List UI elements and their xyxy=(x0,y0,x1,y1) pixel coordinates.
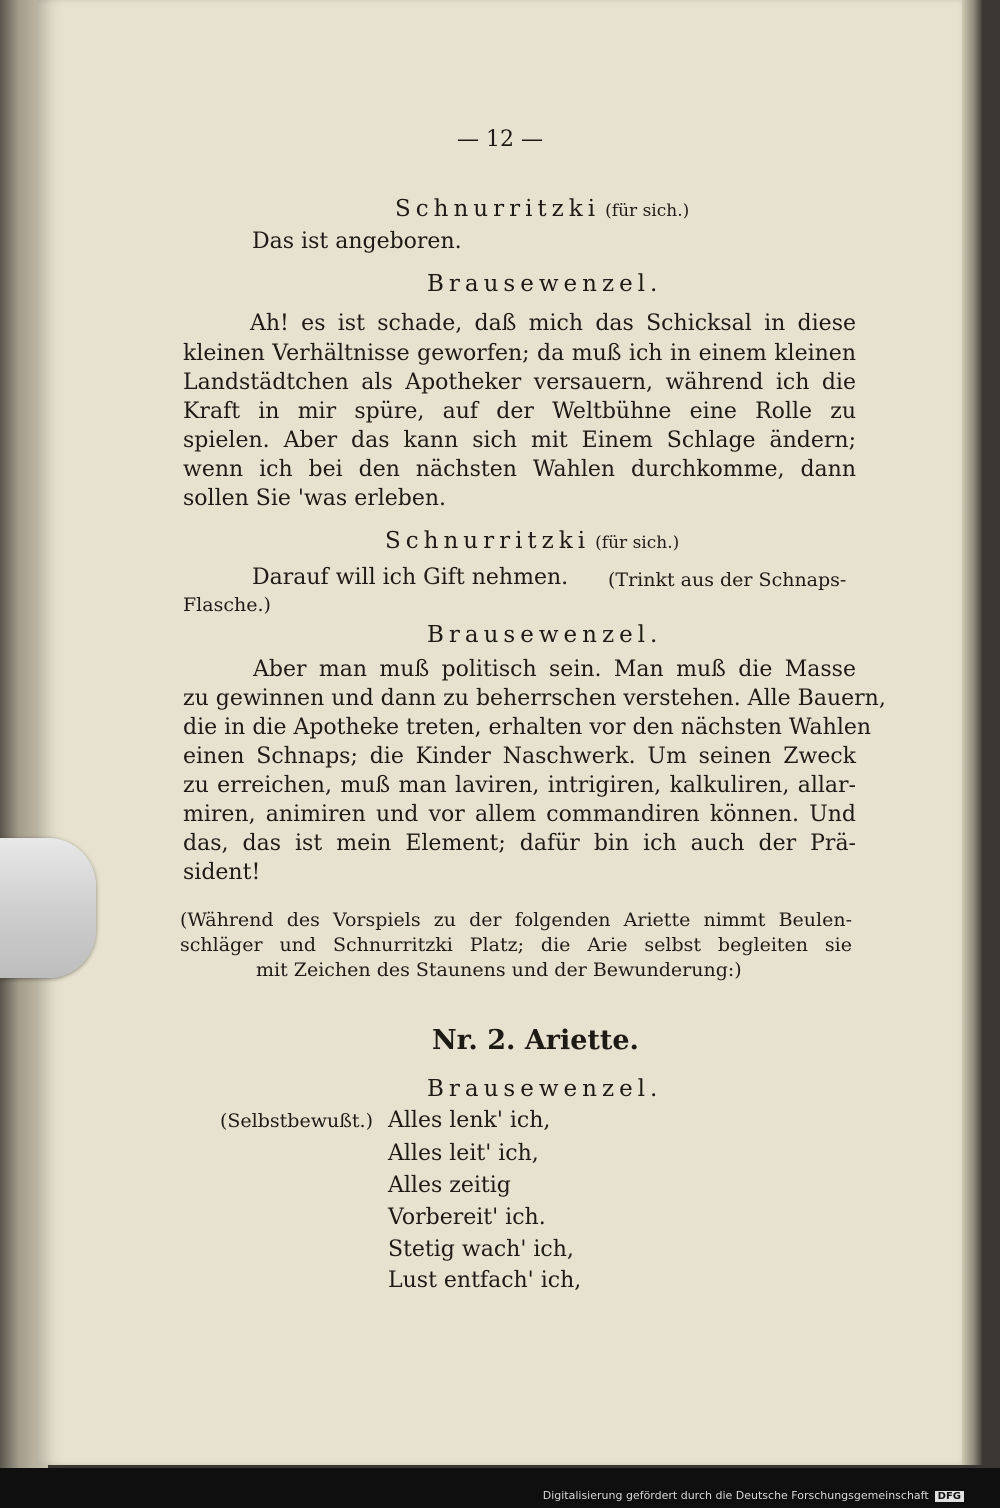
stage-direction: (Trinkt aus der Schnaps- xyxy=(608,569,847,591)
speaker-name: Brausewenzel. xyxy=(427,622,663,648)
speaker-name: Schnurritzki (für sich.) xyxy=(395,196,690,222)
dfg-logo: DFG xyxy=(935,1491,964,1502)
speaker-name: Schnurritzki (für sich.) xyxy=(385,528,680,554)
page-clip xyxy=(0,838,96,978)
dialogue-line: Darauf will ich Gift nehmen. xyxy=(252,565,569,590)
dialogue-line: Das ist angeboren. xyxy=(252,229,462,254)
stage-direction: (Selbstbewußt.) xyxy=(220,1110,373,1132)
footer-bar xyxy=(0,1468,1000,1508)
footer-credit: Digitalisierung gefördert durch die Deutsche Forschungsgemeinschaft DFG xyxy=(543,1489,964,1502)
page-gutter-right xyxy=(962,0,982,1465)
section-heading: Nr. 2. Ariette. xyxy=(432,1025,639,1056)
speaker-name: Brausewenzel. xyxy=(427,1076,663,1102)
speaker-name: Brausewenzel. xyxy=(427,271,663,297)
page-number: — 12 — xyxy=(457,127,543,152)
stage-direction: Flasche.) xyxy=(183,594,271,616)
